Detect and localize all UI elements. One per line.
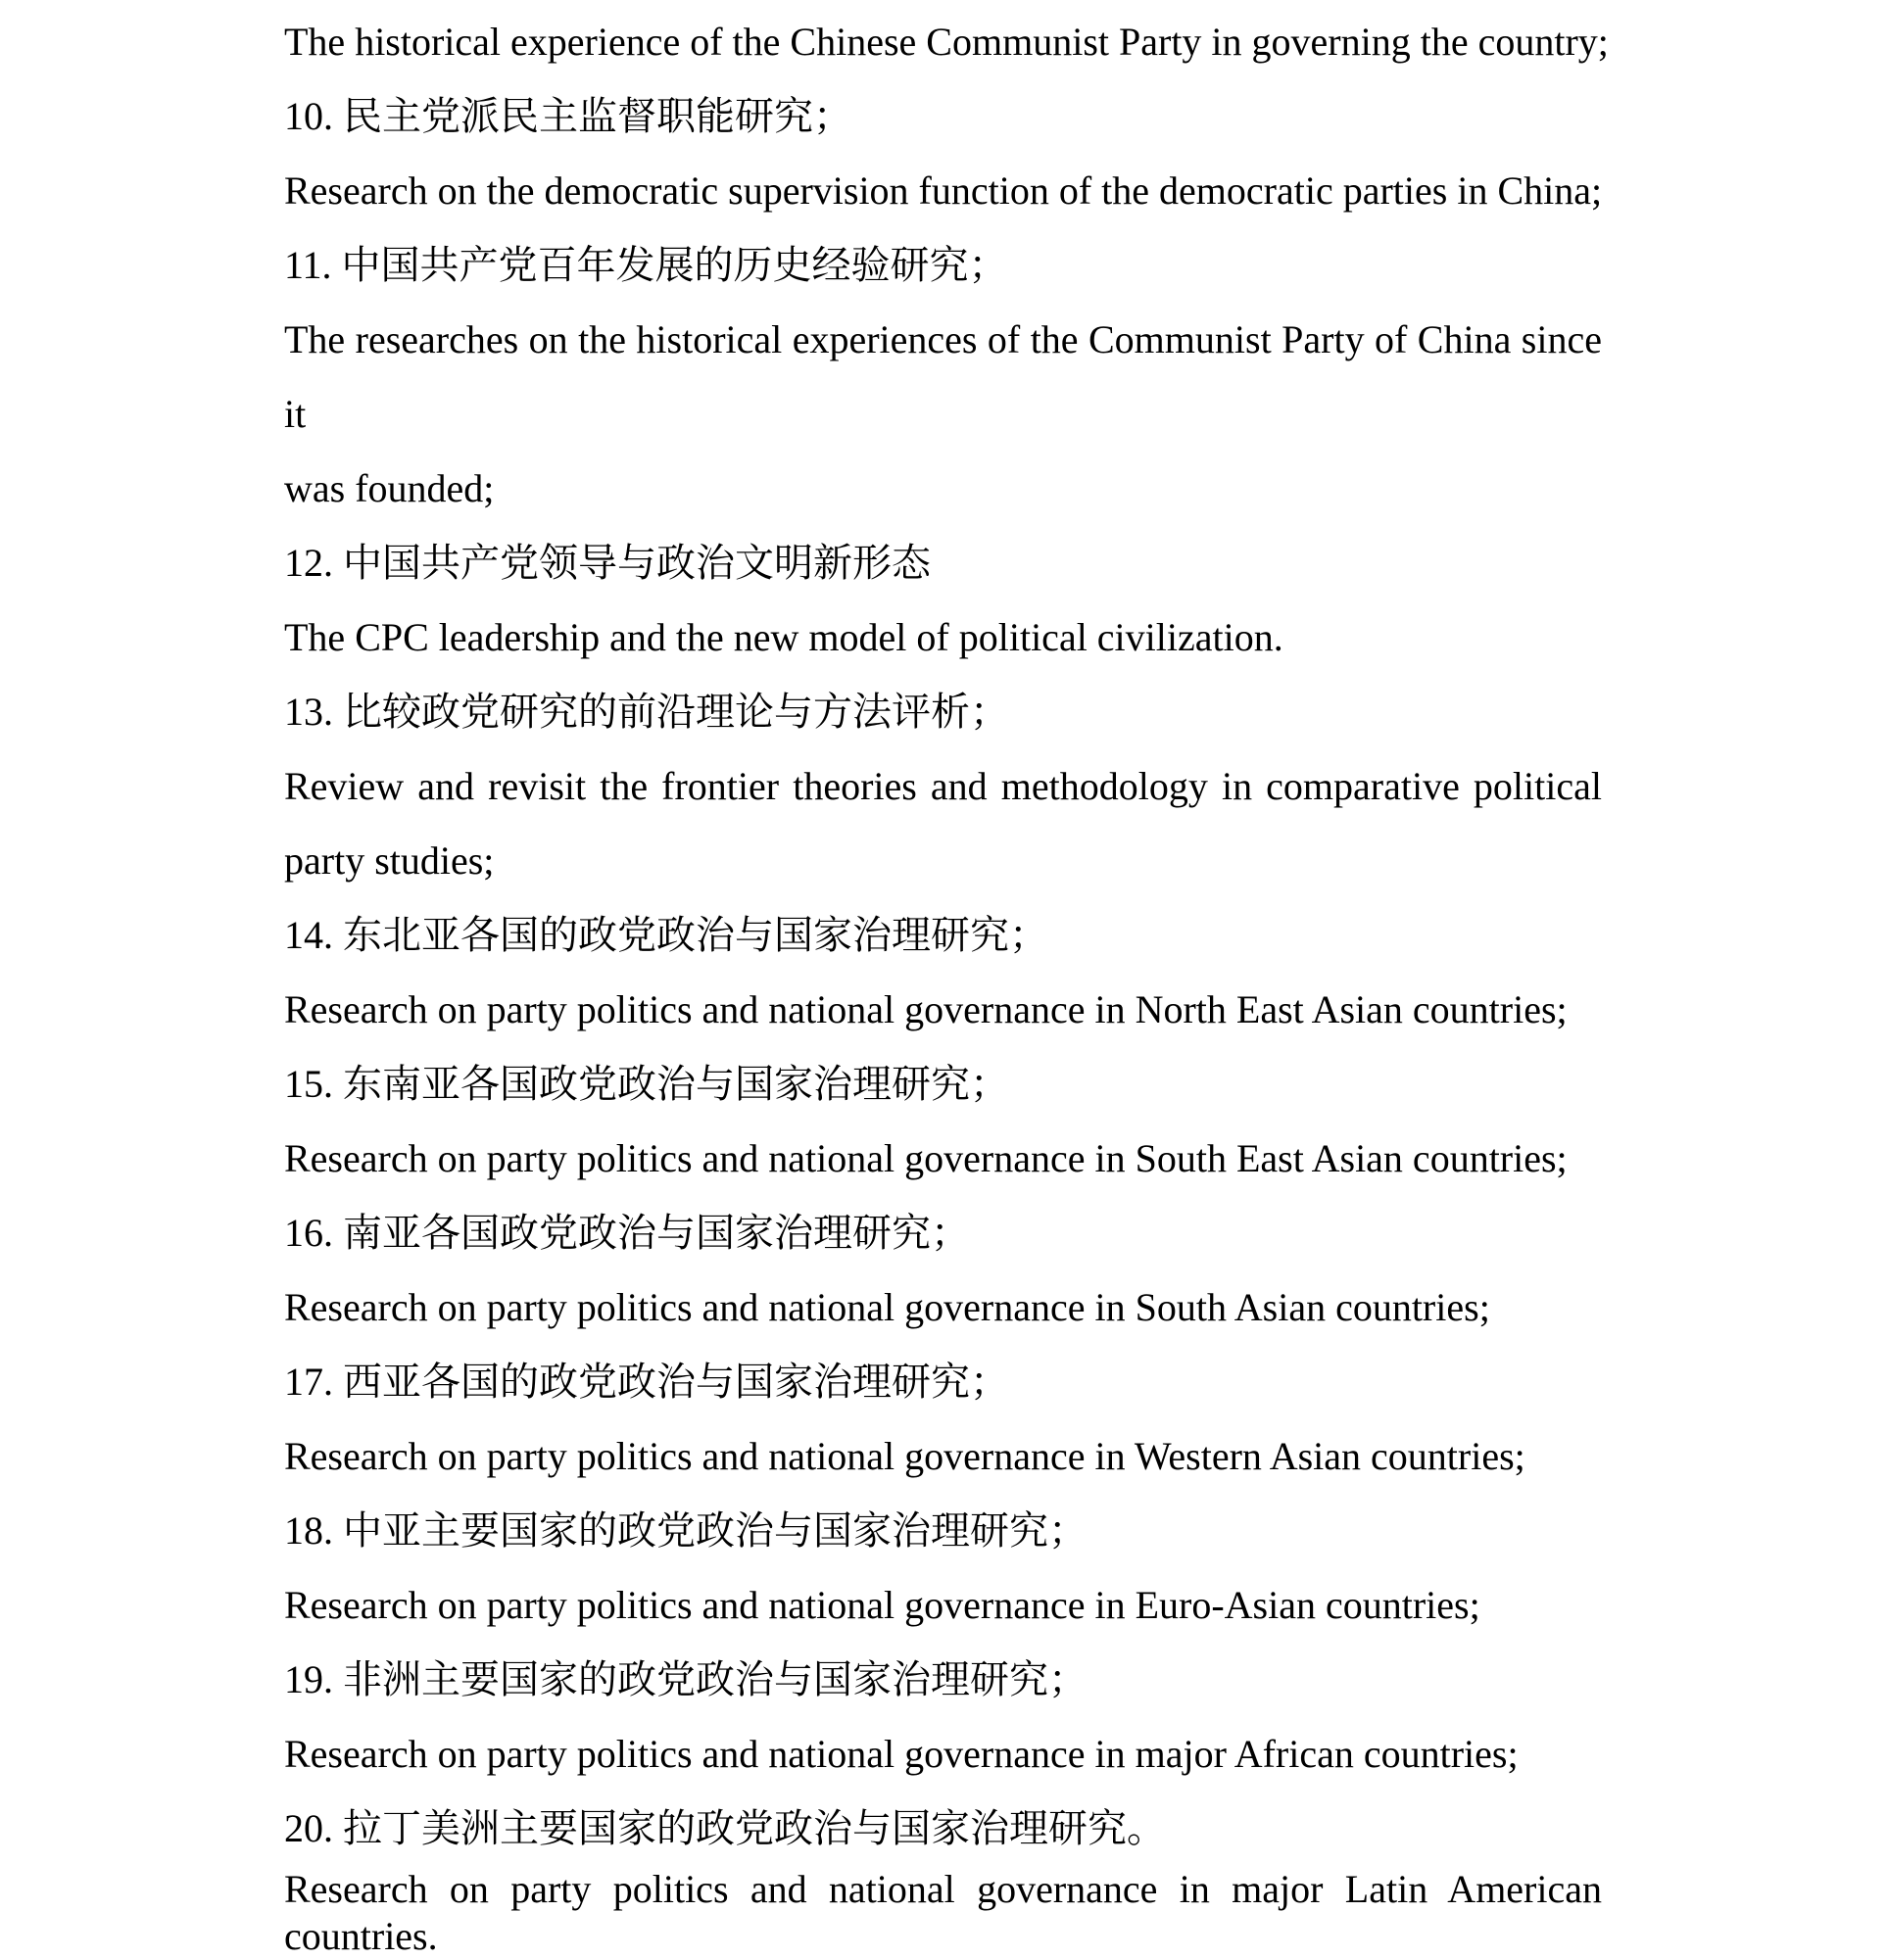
document-line-chinese: 15. 东南亚各国政党政治与国家治理研究； [284, 1062, 1009, 1106]
document-line-english: The CPC leadership and the new model of political civilization. [284, 615, 1283, 659]
document-line-english: Research on the democratic supervision function of the democratic parties in China; [284, 168, 1603, 213]
document-line-english: Research on party politics and national governance in Western Asian countries; [284, 1434, 1525, 1478]
document-line-english: Research on party politics and national governance in South East Asian countries; [284, 1136, 1568, 1180]
document-line-chinese: 14. 东北亚各国的政党政治与国家治理研究； [284, 913, 1048, 957]
document-line-chinese: 18. 中亚主要国家的政党政治与国家治理研究； [284, 1508, 1088, 1553]
document-line-chinese: 17. 西亚各国的政党政治与国家治理研究； [284, 1360, 1009, 1404]
document-line-english: The researches on the historical experiences of the Communist Party of China since it [284, 317, 1602, 436]
document-line-english: party studies; [284, 838, 495, 883]
document-line-chinese: 12. 中国共产党领导与政治文明新形态 [284, 541, 931, 585]
document-line-english: Review and revisit the frontier theories and methodology in comparative political [284, 764, 1602, 808]
document-line-english: Research on party politics and national governance in major Latin American [284, 1867, 1602, 1911]
document-line-english: Research on party politics and national governance in North East Asian countries; [284, 987, 1568, 1031]
document-line-english: was founded; [284, 466, 495, 510]
document-line-chinese: 11. 中国共产党百年发展的历史经验研究； [284, 243, 1008, 287]
document-line-english: Research on party politics and national governance in Euro-Asian countries; [284, 1583, 1480, 1627]
document-line-english: The historical experience of the Chinese Communist Party in governing the country; [284, 20, 1609, 64]
document-line-english: countries. [284, 1914, 438, 1958]
document-line-chinese: 10. 民主党派民主监督职能研究； [284, 94, 852, 138]
document-line-chinese: 16. 南亚各国政党政治与国家治理研究； [284, 1211, 970, 1255]
document-line-english: Research on party politics and national governance in major African countries; [284, 1732, 1519, 1776]
document-line-chinese: 13. 比较政党研究的前沿理论与方法评析； [284, 690, 1009, 734]
document-line-chinese: 19. 非洲主要国家的政党政治与国家治理研究； [284, 1657, 1088, 1701]
document-line-chinese: 20. 拉丁美洲主要国家的政党政治与国家治理研究。 [284, 1806, 1166, 1850]
document-line-english: Research on party politics and national governance in South Asian countries; [284, 1285, 1490, 1329]
